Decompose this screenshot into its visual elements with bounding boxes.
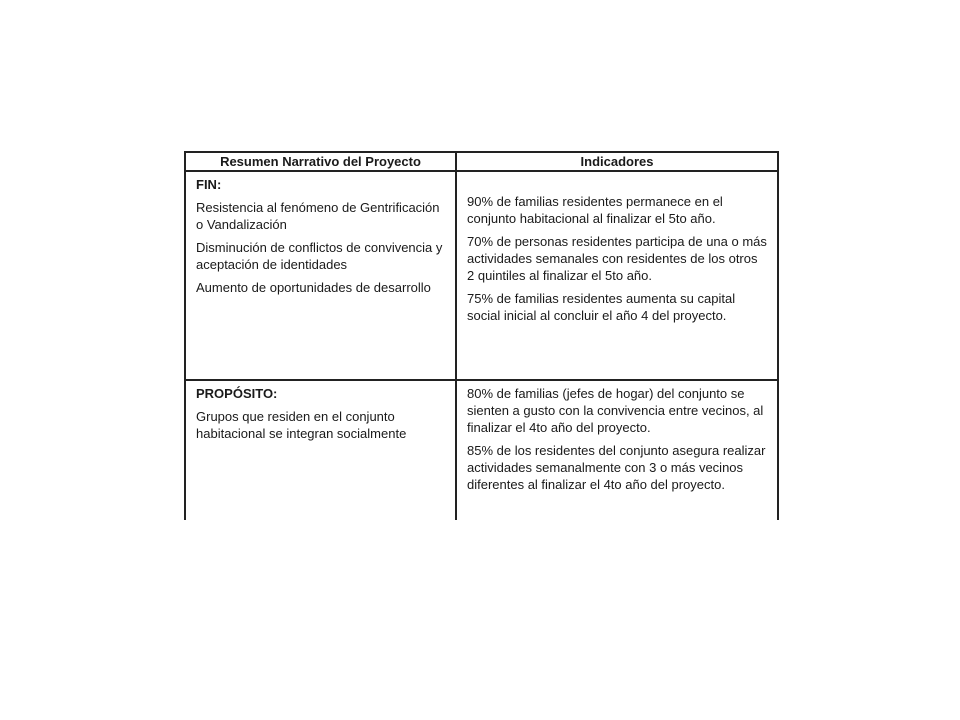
header-indicators: Indicadores bbox=[456, 152, 778, 171]
cell-fin-indicators bbox=[456, 171, 778, 380]
cell-fin-narrative bbox=[185, 171, 456, 380]
narrative-item: Resistencia al fenómeno de Gentrificación o Vandalización bbox=[196, 200, 440, 232]
section-label-proposito: PROPÓSITO: bbox=[196, 386, 278, 401]
mir-table bbox=[184, 151, 779, 520]
narrative-item: Disminución de conflictos de convivencia y aceptación de identidades bbox=[196, 240, 443, 272]
cell-proposito-indicators bbox=[456, 380, 778, 520]
narrative-item: Grupos que residen en el conjunto habitacional se integran socialmente bbox=[196, 409, 407, 441]
cell-proposito-narrative bbox=[185, 380, 456, 520]
indicator-item: 80% de familias (jefes de hogar) del conjunto se sienten a gusto con la convivencia entre vecinos, al finalizar el 4to año del proyecto. bbox=[467, 386, 764, 435]
section-label-fin: FIN: bbox=[196, 177, 222, 192]
header-narrative: Resumen Narrativo del Proyecto bbox=[185, 152, 456, 171]
indicator-item: 75% de familias residentes aumenta su capital social inicial al concluir el año 4 del proyecto. bbox=[467, 291, 736, 323]
indicator-item: 85% de los residentes del conjunto asegura realizar actividades semanalmente con 3 o más vecinos diferentes al finalizar el 4to año del proyecto. bbox=[467, 443, 766, 492]
indicator-item: 70% de personas residentes participa de una o más actividades semanales con residentes de los otros 2 quintiles al finalizar el 5to año. bbox=[467, 234, 767, 283]
narrative-item: Aumento de oportunidades de desarrollo bbox=[196, 280, 431, 295]
header-row bbox=[185, 152, 778, 171]
table-row-proposito bbox=[185, 380, 778, 520]
table-row-fin bbox=[185, 171, 778, 380]
indicator-item: 90% de familias residentes permanece en el conjunto habitacional al finalizar el 5to año. bbox=[467, 194, 723, 226]
